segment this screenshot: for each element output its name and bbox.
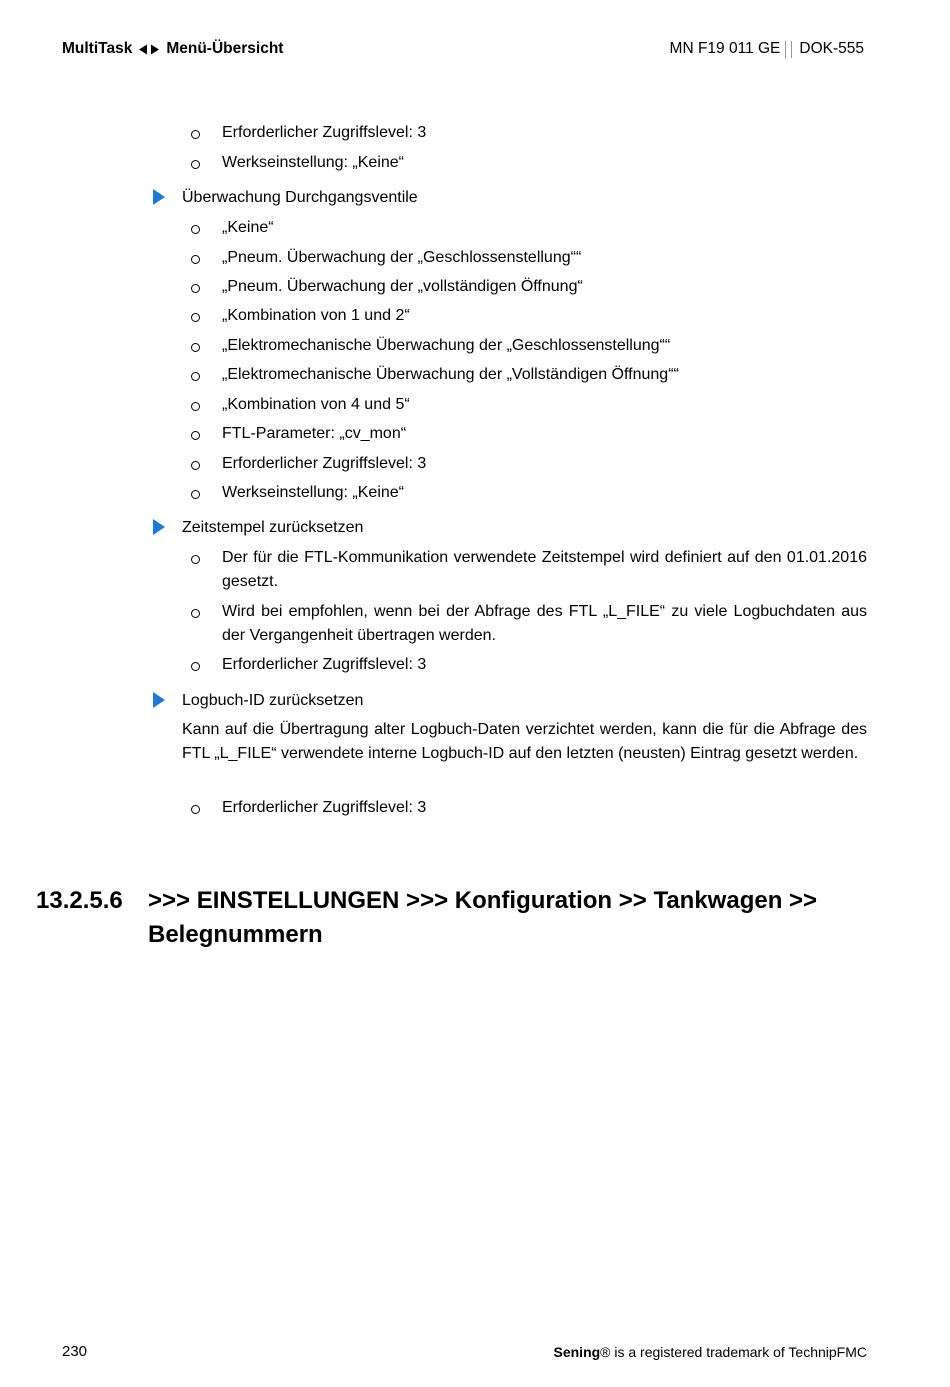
header-left — [62, 40, 283, 58]
header-doc-id: MN F19 011 GE — [669, 40, 781, 57]
header-separator — [785, 41, 792, 58]
page-number: 230 — [62, 1343, 88, 1360]
triangle-bullet-icon — [152, 519, 166, 535]
body-paragraph: Kann auf die Übertragung alter Logbuch-Daten verzichtet werden, kann die für die Abfrage des FTL „L_FILE“ verwendete interne Logbuch-ID auf den letzten (neusten) Eintrag gesetzt werden. — [182, 721, 867, 762]
header-right — [670, 40, 864, 58]
section-number: 13.2.5.6 — [36, 887, 123, 914]
triangle-bullet-icon — [152, 189, 166, 205]
header-section: Menü-Übersicht — [166, 40, 284, 57]
section-title: >>> EINSTELLUNGEN >>> Konfiguration >> Tankwagen >> Belegnummern — [148, 887, 818, 948]
trademark-note — [554, 1344, 868, 1360]
trademark-text: ® is a registered trademark of TechnipFMC — [600, 1344, 867, 1360]
left-right-arrows-icon — [138, 44, 160, 55]
header-doc-number: DOK-555 — [799, 40, 864, 57]
header-product: MultiTask — [62, 40, 133, 57]
triangle-bullet-icon — [152, 692, 166, 708]
trademark-brand: Sening — [553, 1344, 601, 1360]
